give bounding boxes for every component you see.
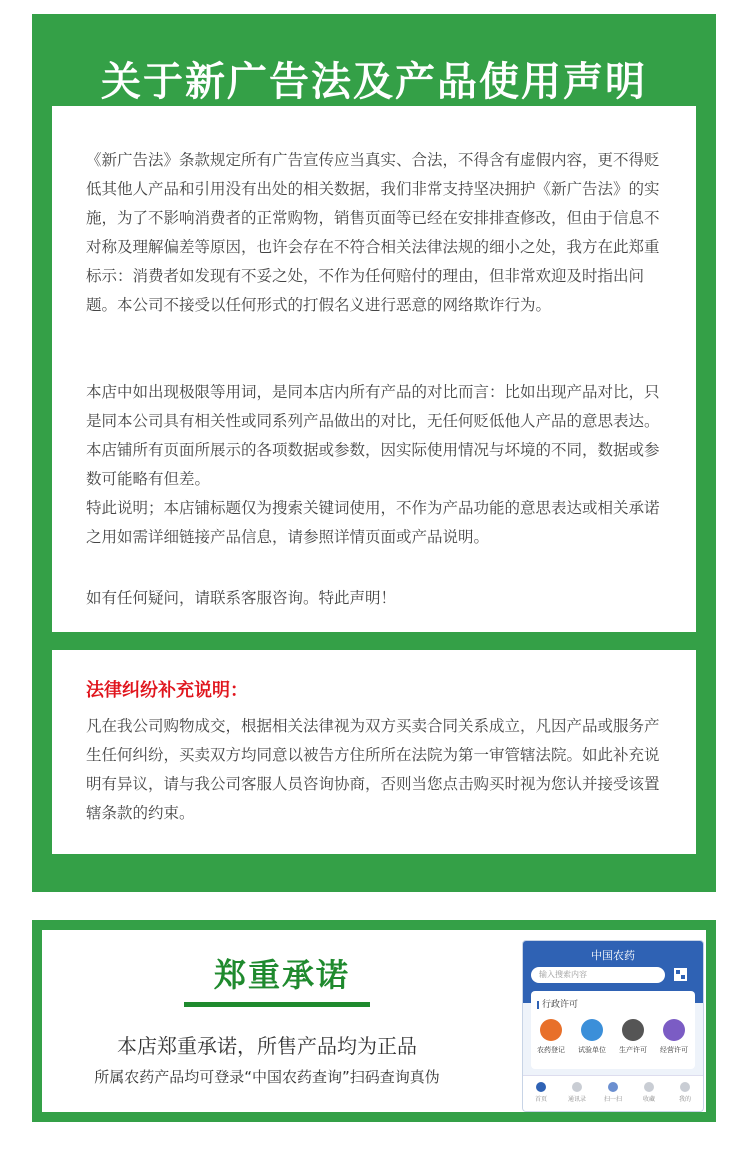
notice-paragraph-1: 《新广告法》条款规定所有广告宣传应当真实、合法，不得含有虚假内容，更不得贬低其他人产品和引用没有出处的相关数据，我们非常支持坚决拥护《新广告法》的实施，为了不影响消费者的正常购物，销售页面等已经在安排排查修改，但由于信息不对称及理解偏差等原因，也许会存在不符合相关法律法规的细小之处，我方在此郑重标示：消费者如发现有不妥之处，不作为任何赔付的理由，但非常欢迎及时指出问题。本公司不接受以任何形式的打假名义进行恶意的网络欺诈行为。 xyxy=(86,151,660,314)
promise-title: 郑重承诺 xyxy=(214,956,351,994)
notice-card xyxy=(52,106,696,632)
app-label-3: 生产许可 xyxy=(619,1046,647,1054)
star-icon xyxy=(644,1082,654,1092)
promise-card xyxy=(42,930,706,1112)
app-title: 中国农药 xyxy=(591,949,635,962)
notice-paragraph-3: 特此说明；本店铺标题仅为搜索关键词使用，不作为产品功能的意思表达或相关承诺之用如需详细链接产品信息，请参照详情页面或产品说明。 xyxy=(86,499,660,546)
app-search-input: 输入搜索内容 xyxy=(531,967,665,983)
app-label-1: 农药登记 xyxy=(537,1046,565,1054)
notice-title: 关于新广告法及产品使用声明 xyxy=(101,59,647,105)
app-section-title: 行政许可 xyxy=(537,997,578,1010)
legal-body: 凡在我公司购物成交，根据相关法律视为双方买卖合同关系成立，凡因产品或服务产生任何纠纷，买卖双方均同意以被告方住所所在法院为第一审管辖法院。如此补充说明有异议，请与我公司客服人员咨询协商，否则当您点击购买时视为您认并接受该置辖条款的约束。 xyxy=(86,717,660,822)
nav-profile: 我的 xyxy=(667,1079,703,1103)
factory-icon xyxy=(622,1019,644,1041)
app-bottom-nav xyxy=(523,1075,703,1112)
notice-paragraph-4: 如有任何疑问，请联系客服咨询。特此声明！ xyxy=(86,589,397,607)
notice-panel xyxy=(32,14,716,892)
promise-line-2: 所属农药产品均可登录“中国农药查询”扫码查询真伪 xyxy=(94,1068,440,1086)
promise-panel xyxy=(32,920,716,1122)
notice-paragraph-2: 本店中如出现极限等用词，是同本店内所有产品的对比而言：比如出现产品对比，只是同本公司具有相关性或同系列产品做出的对比，无任何贬低他人产品的意思表达。本店铺所有页面所展示的各项数据或参数，因实际使用情况与坏境的不同，数据或参数可能略有但差。 xyxy=(86,383,660,488)
contacts-icon xyxy=(572,1082,582,1092)
home-icon xyxy=(536,1082,546,1092)
legal-heading: 法律纠纷补充说明： xyxy=(86,680,248,701)
app-label-4: 经营许可 xyxy=(660,1046,688,1054)
store-icon xyxy=(663,1019,685,1041)
scan-icon xyxy=(608,1082,618,1092)
app-screenshot xyxy=(522,940,704,1112)
nav-favorites: 收藏 xyxy=(631,1079,667,1103)
app-label-2: 试验单位 xyxy=(578,1046,606,1054)
qr-scan-icon xyxy=(673,967,688,982)
app-section-card xyxy=(531,991,695,1069)
nav-home: 首页 xyxy=(523,1079,559,1103)
nav-contacts: 通讯录 xyxy=(559,1079,595,1103)
promise-underline xyxy=(184,1002,370,1007)
pesticide-registration-icon xyxy=(540,1019,562,1041)
test-unit-icon xyxy=(581,1019,603,1041)
user-icon xyxy=(680,1082,690,1092)
promise-line-1: 本店郑重承诺，所售产品均为正品 xyxy=(117,1034,417,1058)
nav-scan: 扫一扫 xyxy=(595,1079,631,1103)
legal-card xyxy=(52,650,696,854)
